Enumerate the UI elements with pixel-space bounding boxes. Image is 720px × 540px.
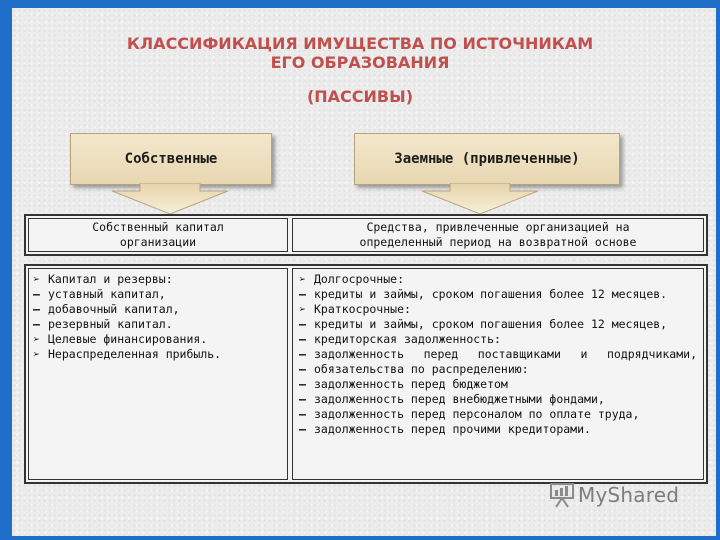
list-item: – задолженность перед прочими кредиторами. [299, 422, 591, 436]
definition-borrowed-cell [292, 218, 704, 252]
list-item: ➢ Целевые финансирования. [33, 332, 208, 346]
down-arrow-left-icon [110, 183, 230, 215]
logo-text: MyShared [578, 483, 680, 507]
borrowed-items-cell [292, 268, 704, 480]
list-item: ➢ Капитал и резервы: [33, 272, 173, 286]
list-item: – задолженность перед персоналом по оплате труда, [299, 407, 640, 421]
header-own-label: Собственные [124, 151, 218, 167]
list-item: – кредиторская задолженность: [299, 332, 501, 346]
header-borrowed-label: Заемные (привлеченные) [394, 151, 580, 167]
list-item: – кредиты и займы, сроком погашения более 12 месяцев. [299, 287, 668, 301]
list-item: – резервный капитал. [33, 317, 173, 331]
list-item: – задолженность перед внебюджетными фондами, [299, 392, 605, 406]
list-item: ➢ Долгосрочные: [299, 272, 405, 286]
own-items-cell [28, 268, 288, 480]
myshared-logo [548, 480, 698, 510]
definition-own-cell [28, 218, 288, 252]
definition-borrowed-line: определенный период на возвратной основе [359, 235, 637, 249]
list-item: – добавочный капитал, [33, 302, 180, 316]
definition-row [24, 214, 708, 256]
list-item: ➢ Нераспределенная прибыль. [33, 347, 222, 361]
definition-own-line: организации [119, 235, 197, 249]
title-line-3: (ПАССИВЫ) [306, 87, 414, 106]
header-box-borrowed [354, 133, 620, 185]
definition-borrowed-line: Средства, привлеченные организацией на [366, 220, 630, 234]
list-item: – кредиты и займы, сроком погашения более 12 месяцев, [299, 317, 668, 331]
definition-own-line: Собственный капитал [92, 220, 224, 234]
title-line-2: ЕГО ОБРАЗОВАНИЯ [270, 53, 450, 72]
list-item: – уставный капитал, [33, 287, 166, 301]
header-box-own [70, 133, 272, 185]
down-arrow-right-icon [420, 183, 540, 215]
list-item: – обязательства по распределению: [299, 362, 529, 376]
list-item: – задолженность перед поставщиками и подрядчиками, [299, 347, 697, 361]
list-item: – задолженность перед бюджетом [299, 377, 508, 391]
list-item: ➢ Краткосрочные: [299, 302, 411, 316]
title-line-1: КЛАССИФИКАЦИЯ ИМУЩЕСТВА ПО ИСТОЧНИКАМ [126, 34, 594, 53]
details-row [24, 264, 708, 484]
presentation-board-icon [548, 482, 578, 508]
